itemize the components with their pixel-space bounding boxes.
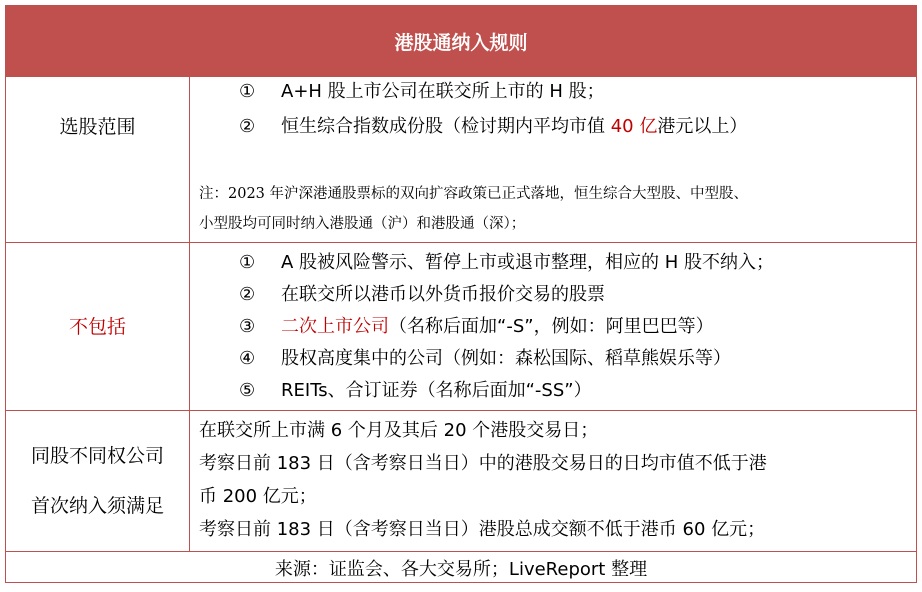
item-number: ② bbox=[239, 116, 256, 137]
excluded-label: 不包括 bbox=[68, 315, 126, 338]
table-title: 港股通纳入规则 bbox=[6, 6, 916, 77]
item-text: （名称后面加“-S”，例如：阿里巴巴等） bbox=[389, 316, 714, 337]
item-number: ③ bbox=[239, 316, 256, 337]
scope-note-line-1: 注：2023 年沪深港通股票标的双向扩容政策已正式落地，恒生综合大型股、中型股、 bbox=[199, 186, 749, 202]
row-divider bbox=[6, 551, 916, 552]
excluded-item-5 bbox=[189, 376, 592, 406]
wvr-condition-1: 在联交所上市满 6 个月及其后 20 个港股交易日； bbox=[199, 420, 599, 441]
wvr-label-line-1: 同股不同权公司 bbox=[30, 445, 164, 467]
rules-table bbox=[5, 5, 917, 583]
excluded-item-1 bbox=[189, 248, 774, 278]
item-number: ① bbox=[239, 81, 256, 102]
item-text: 在联交所以港币以外货币报价交易的股票 bbox=[281, 284, 605, 305]
excluded-item-4 bbox=[189, 344, 731, 374]
item-text: A 股被风险警示、暂停上市或退市整理，相应的 H 股不纳入； bbox=[281, 252, 775, 273]
excluded-item-2 bbox=[189, 280, 605, 310]
item-number: ① bbox=[239, 252, 256, 273]
item-text: REITs、合订证券（名称后面加“-SS”） bbox=[281, 380, 592, 401]
item-text: A+H 股上市公司在联交所上市的 H 股； bbox=[281, 81, 605, 102]
item-text: 港元以上） bbox=[657, 116, 748, 137]
wvr-condition-2-cont: 币 200 亿元； bbox=[199, 486, 317, 507]
scope-note-line-2: 小型股均可同时纳入港股通（沪）和港股通（深）； bbox=[199, 216, 526, 232]
wvr-condition-3: 考察日前 183 日（含考察日当日）港股总成交额不低于港币 60 亿元； bbox=[199, 519, 766, 540]
wvr-label bbox=[6, 411, 189, 551]
item-highlight: 40 亿 bbox=[610, 116, 658, 137]
item-number: ② bbox=[239, 284, 256, 305]
scope-item-1 bbox=[189, 77, 605, 107]
item-text: 股权高度集中的公司（例如：森松国际、稻草熊娱乐等） bbox=[281, 348, 731, 369]
scope-item-2 bbox=[189, 112, 747, 142]
source-note: 来源：证监会、各大交易所；LiveReport 整理 bbox=[274, 559, 648, 580]
wvr-label-line-2: 首次纳入须满足 bbox=[30, 495, 164, 517]
scope-label: 选股范围 bbox=[59, 116, 136, 138]
item-text: 恒生综合指数成份股（检讨期内平均市值 bbox=[281, 116, 611, 137]
item-number: ⑤ bbox=[239, 380, 256, 401]
item-highlight: 二次上市公司 bbox=[281, 316, 389, 337]
excluded-item-3 bbox=[189, 312, 714, 342]
item-number: ④ bbox=[239, 348, 256, 369]
wvr-condition-2: 考察日前 183 日（含考察日当日）中的港股交易日的日均市值不低于港 bbox=[199, 453, 767, 474]
